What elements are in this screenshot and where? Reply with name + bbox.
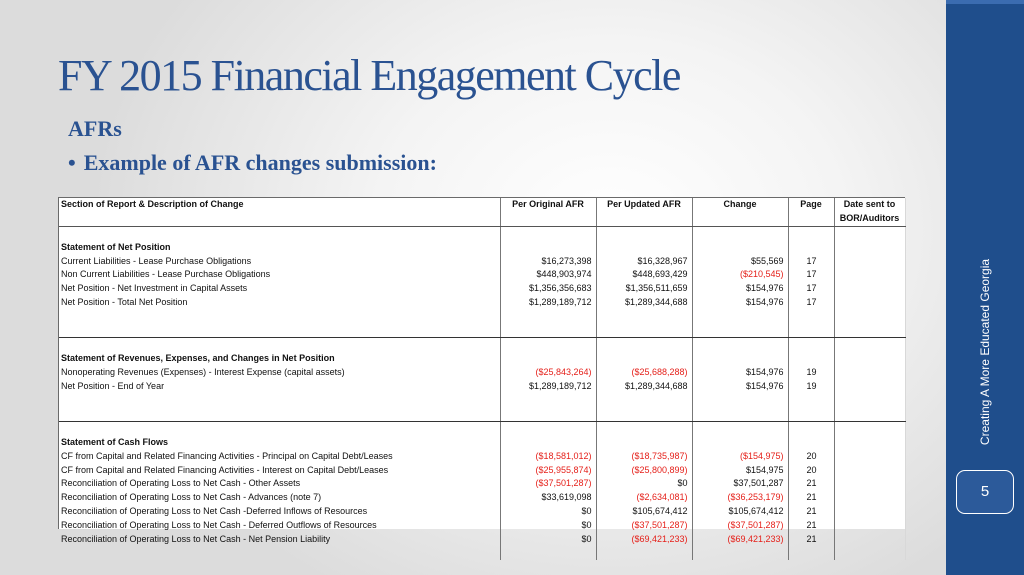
header-original-afr: Per Original AFR	[500, 198, 596, 212]
row-page: 17	[788, 254, 834, 268]
row-page: 21	[788, 477, 834, 491]
table-body	[59, 198, 905, 560]
row-updated-afr: ($25,800,899)	[596, 463, 692, 477]
bullet-item	[68, 150, 437, 176]
row-original-afr: ($37,501,287)	[500, 477, 596, 491]
row-description: CF from Capital and Related Financing Activities - Principal on Capital Debt/Leases	[59, 449, 500, 463]
row-description: Net Position - Net Investment in Capital Assets	[59, 282, 500, 296]
page-number-badge: 5	[956, 470, 1014, 514]
row-original-afr: $0	[500, 518, 596, 532]
header-updated-afr: Per Updated AFR	[596, 198, 692, 212]
row-description: Reconciliation of Operating Loss to Net Cash - Other Assets	[59, 477, 500, 491]
section-heading-row	[59, 240, 905, 254]
row-updated-afr: $1,289,344,688	[596, 379, 692, 393]
row-description: Net Position - End of Year	[59, 379, 500, 393]
row-description: Reconciliation of Operating Loss to Net Cash -Deferred Inflows of Resources	[59, 505, 500, 519]
section-heading-row	[59, 352, 905, 366]
section-divider-row	[59, 407, 905, 421]
row-change: $154,976	[692, 282, 788, 296]
header-change: Change	[692, 198, 788, 212]
row-change: ($210,545)	[692, 268, 788, 282]
row-original-afr: ($25,955,874)	[500, 463, 596, 477]
header-date-sent-line2: BOR/Auditors	[834, 212, 905, 226]
header-page: Page	[788, 198, 834, 212]
row-page: 21	[788, 491, 834, 505]
table-row	[59, 268, 905, 282]
slide-title: FY 2015 Financial Engagement Cycle	[58, 51, 680, 100]
afr-changes-table	[59, 198, 906, 560]
row-original-afr: $1,289,189,712	[500, 379, 596, 393]
row-original-afr: $16,273,398	[500, 254, 596, 268]
row-updated-afr: $16,328,967	[596, 254, 692, 268]
row-page: 21	[788, 505, 834, 519]
sidebar-tagline: Creating A More Educated Georgia	[978, 258, 992, 446]
row-original-afr: $1,356,356,683	[500, 282, 596, 296]
row-page: 17	[788, 296, 834, 310]
row-description: Current Liabilities - Lease Purchase Obligations	[59, 254, 500, 268]
header-section: Section of Report & Description of Change	[59, 198, 500, 212]
row-change: $154,976	[692, 379, 788, 393]
row-page: 19	[788, 379, 834, 393]
row-description: Reconciliation of Operating Loss to Net Cash - Deferred Outflows of Resources	[59, 518, 500, 532]
row-change: $55,569	[692, 254, 788, 268]
table-row	[59, 379, 905, 393]
row-change: ($154,975)	[692, 449, 788, 463]
row-description: Statement of Cash Flows	[59, 436, 500, 450]
table-row	[59, 505, 905, 519]
afr-changes-spreadsheet	[58, 197, 905, 544]
row-updated-afr: $1,356,511,659	[596, 282, 692, 296]
row-updated-afr: $105,674,412	[596, 505, 692, 519]
row-updated-afr: $448,693,429	[596, 268, 692, 282]
table-row	[59, 463, 905, 477]
row-change: ($36,253,179)	[692, 491, 788, 505]
table-row	[59, 296, 905, 310]
row-description: Nonoperating Revenues (Expenses) - Interest Expense (capital assets)	[59, 366, 500, 380]
row-original-afr: ($18,581,012)	[500, 449, 596, 463]
table-row	[59, 254, 905, 268]
row-updated-afr: ($37,501,287)	[596, 518, 692, 532]
row-change: ($37,501,287)	[692, 518, 788, 532]
row-description: Non Current Liabilities - Lease Purchase Obligations	[59, 268, 500, 282]
row-change: $154,976	[692, 296, 788, 310]
blank-row	[59, 337, 905, 351]
row-updated-afr: $1,289,344,688	[596, 296, 692, 310]
row-updated-afr: $0	[596, 477, 692, 491]
row-description: Net Position - Total Net Position	[59, 296, 500, 310]
table-row	[59, 532, 905, 546]
row-page: 20	[788, 463, 834, 477]
row-page: 17	[788, 268, 834, 282]
row-description: Reconciliation of Operating Loss to Net Cash - Net Pension Liability	[59, 532, 500, 546]
row-updated-afr: ($25,688,288)	[596, 366, 692, 380]
row-updated-afr: ($2,634,081)	[596, 491, 692, 505]
row-original-afr: $1,289,189,712	[500, 296, 596, 310]
table-row	[59, 366, 905, 380]
row-change: $37,501,287	[692, 477, 788, 491]
row-page: 21	[788, 532, 834, 546]
row-description: Statement of Net Position	[59, 240, 500, 254]
row-page: 17	[788, 282, 834, 296]
row-page: 20	[788, 449, 834, 463]
table-row	[59, 491, 905, 505]
bullet-text: Example of AFR changes submission:	[83, 150, 437, 175]
row-original-afr: ($25,843,264)	[500, 366, 596, 380]
table-row	[59, 449, 905, 463]
row-updated-afr: ($18,735,987)	[596, 449, 692, 463]
blank-row	[59, 546, 905, 560]
row-change: $154,976	[692, 366, 788, 380]
header-date-sent-line1: Date sent to	[834, 198, 905, 212]
row-page: 21	[788, 518, 834, 532]
blank-row	[59, 421, 905, 435]
section-heading-row	[59, 436, 905, 450]
row-change: $105,674,412	[692, 505, 788, 519]
row-original-afr: $0	[500, 532, 596, 546]
table-header-row	[59, 198, 905, 212]
blank-row	[59, 226, 905, 240]
table-row	[59, 518, 905, 532]
row-description: CF from Capital and Related Financing Activities - Interest on Capital Debt/Leases	[59, 463, 500, 477]
subheading-afrs: AFRs	[68, 116, 122, 141]
row-updated-afr: ($69,421,233)	[596, 532, 692, 546]
row-original-afr: $448,903,974	[500, 268, 596, 282]
row-change: $154,975	[692, 463, 788, 477]
row-page: 19	[788, 366, 834, 380]
row-change: ($69,421,233)	[692, 532, 788, 546]
row-original-afr: $33,619,098	[500, 491, 596, 505]
row-original-afr: $0	[500, 505, 596, 519]
table-row	[59, 477, 905, 491]
section-divider-row	[59, 323, 905, 337]
table-header-row-2	[59, 212, 905, 226]
row-description: Statement of Revenues, Expenses, and Changes in Net Position	[59, 352, 500, 366]
row-description: Reconciliation of Operating Loss to Net Cash - Advances (note 7)	[59, 491, 500, 505]
blank-row	[59, 393, 905, 407]
bullet-dot-icon: •	[68, 150, 76, 175]
table-row	[59, 282, 905, 296]
blank-row	[59, 309, 905, 323]
